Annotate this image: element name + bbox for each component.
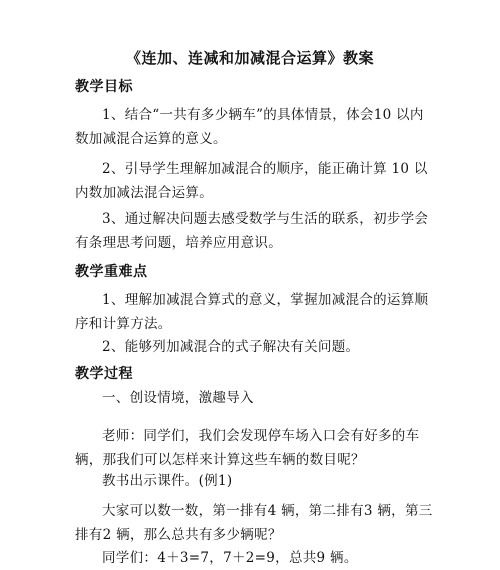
paragraph: 大家可以数一数，第一排有4 辆，第二排有3 辆，第三排有2 辆，那么总共有多少辆呢？ [75,503,433,543]
section-heading-key-points: 教学重难点 [75,264,148,280]
paragraph: 同学们：4＋3=7，7＋2=9，总共9 辆。 [102,550,358,566]
section-heading-process: 教学过程 [75,366,133,382]
paragraph: 3、通过解决问题去感受数学与生活的联系，初步学会有条理思考问题，培养应用意识。 [75,211,429,251]
paragraph: 1、理解加减混合算式的意义，掌握加减混合的运算顺序和计算方法。 [75,292,429,332]
paragraph: 2、引导学生理解加减混合的顺序，能正确计算 10 以内数加减法混合运算。 [75,161,428,201]
document-title: 《连加、连减和加减混合运算》教案 [125,49,374,67]
paragraph: 老师：同学们，我们会发现停车场入口会有好多的车辆，那我们可以怎样来计算这些车辆的数目呢？ [75,428,420,468]
section-heading-goals: 教学目标 [75,79,133,95]
paragraph: 2、能够列加减混合的式子解决有关问题。 [102,339,360,355]
paragraph: 1、结合“一共有多少辆车”的具体情景，体会10 以内数加减混合运算的意义。 [75,107,424,147]
paragraph: 一、创设情境，激趣导入 [102,390,254,406]
paragraph: 教书出示课件。(例1) [102,473,233,489]
